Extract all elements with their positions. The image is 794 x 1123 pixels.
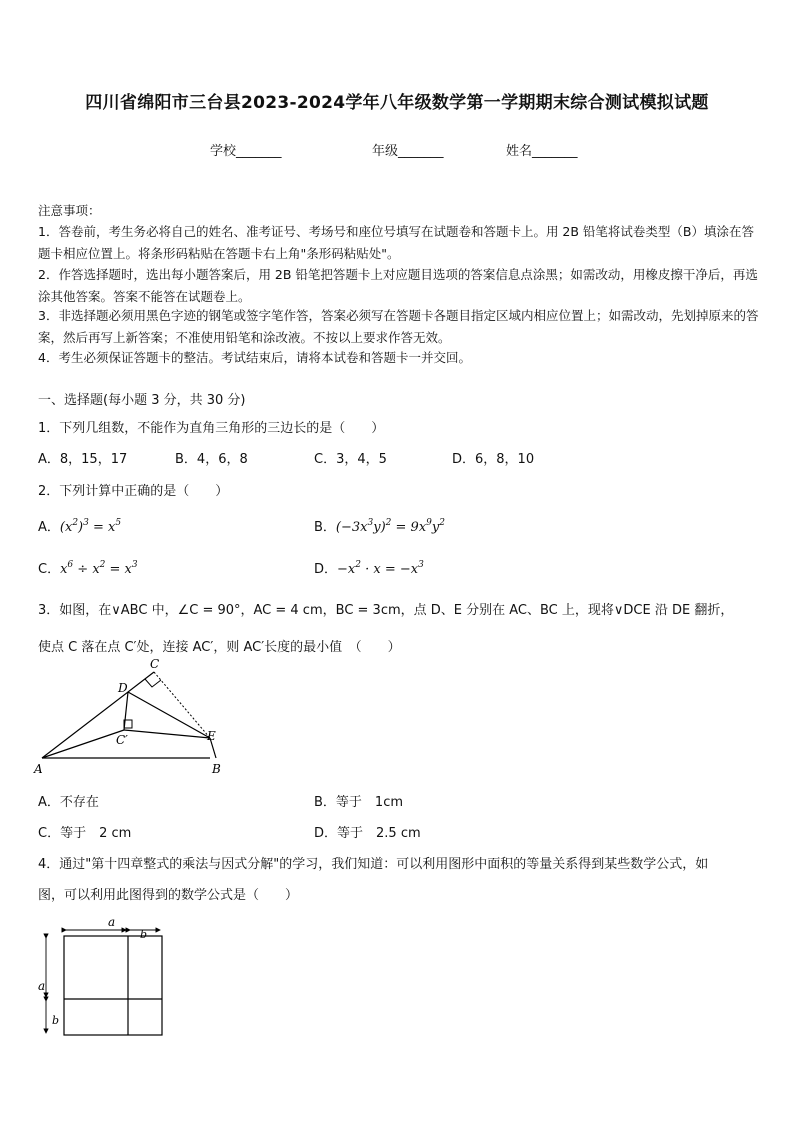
q2-option-b-label: B． — [314, 520, 336, 535]
label-b-top: b — [140, 928, 148, 941]
notice-item-3: 3．非选择题必须用黑色字迹的钢笔或签字笔作答，答案必须写在答题卡各题目指定区域内相应位置上；如需改动，先划掉原来的答案，然后再写上新答案；不准使用铅笔和涂改液。不按以上要求作答无效。 — [38, 308, 759, 345]
label-b-left: b — [52, 1014, 60, 1027]
q2-option-b-formula: $(-3x^3y)^2 = 9x^9y^2$ — [335, 518, 445, 535]
q4-square-figure — [34, 912, 174, 1042]
q4-stem-line1: 4．通过"第十四章整式的乘法与因式分解"的学习，我们知道：可以利用图形中面积的等量关系得到某些数学公式，如 — [38, 857, 709, 872]
notice-item-2: 2．作答选择题时，选出每小题答案后，用 2B 铅笔把答题卡上对应题目选项的答案信息点涂黑；如需改动，用橡皮擦干净后，再选涂其他答案。答案不能答在试题卷上。 — [38, 267, 758, 304]
q3-option-b: B．等于 1cm — [314, 795, 404, 810]
school-field: 学校_______ — [210, 144, 282, 159]
q2-option-a-label: A． — [38, 520, 60, 535]
segment-dc-prime — [124, 692, 128, 730]
point-label-c-prime: C′ — [116, 733, 128, 747]
q1-stem: 1．下列几组数，不能作为直角三角形的三边长的是（ ） — [38, 421, 385, 436]
q2-option-c — [38, 558, 138, 577]
q2-option-d — [314, 558, 424, 577]
label-a-left: a — [38, 979, 46, 993]
q2-option-d-label: D． — [314, 562, 338, 577]
segment-ac — [42, 672, 154, 758]
notice-heading: 注意事项： — [38, 203, 101, 218]
q1-option-b: B．4，6，8 — [175, 452, 248, 467]
q3-option-d: D．等于 2.5 cm — [314, 826, 421, 841]
q3-stem-line1: 3．如图，在∨ABC 中，∠C = 90°，AC = 4 cm，BC = 3cm，点 D、E 分别在 AC、BC 上，现将∨DCE 沿 DE 翻折， — [38, 603, 734, 618]
q2-option-c-formula: $x^6 \div x^2 = x^3$ — [60, 560, 138, 577]
point-label-c: C — [150, 657, 160, 671]
q1-option-c: C．3，4，5 — [314, 452, 387, 467]
page-title: 四川省绵阳市三台县2023-2024学年八年级数学第一学期期末综合测试模拟试题 — [85, 93, 709, 113]
q2-option-a-formula: $(x^2)^3 = x^5$ — [59, 518, 122, 535]
q1-option-a: A．8，15，17 — [38, 452, 128, 467]
q3-option-c: C．等于 2 cm — [38, 826, 132, 841]
q3-triangle-figure — [30, 656, 230, 782]
segment-ce-dashed — [154, 672, 210, 738]
point-label-b: B — [212, 762, 221, 776]
point-label-a: A — [34, 762, 43, 776]
notice-item-1: 1．答卷前，考生务必将自己的姓名、准考证号、考场号和座位号填写在试题卷和答题卡上。用 2B 铅笔将试卷类型（B）填涂在答题卡相应位置上。将条形码粘贴在答题卡右上角"条形码粘贴处"。 — [38, 224, 755, 261]
q3-stem-line2: 使点 C 落在点 C′处，连接 AC′，则 AC′长度的最小值 （ ） — [38, 640, 401, 655]
notice-item-4: 4．考生必须保证答题卡的整洁。考试结束后，请将本试卷和答题卡一并交回。 — [38, 350, 471, 365]
q2-option-a — [38, 516, 121, 535]
outer-square — [64, 936, 162, 1035]
segment-ac-prime — [42, 730, 124, 758]
q2-option-d-formula: $-x^2 \cdot x = -x^3$ — [337, 560, 424, 577]
q4-stem-line2: 图，可以利用此图得到的数学公式是（ ） — [38, 888, 299, 903]
section-heading: 一、选择题(每小题 3 分，共 30 分) — [38, 393, 246, 408]
right-angle-c — [145, 679, 161, 687]
point-label-d: D — [118, 681, 128, 695]
q1-option-d: D．6，8，10 — [452, 452, 535, 467]
point-label-e: E — [207, 729, 216, 743]
q2-stem: 2．下列计算中正确的是（ ） — [38, 484, 229, 499]
grade-field: 年级_______ — [372, 144, 444, 159]
label-a-top: a — [108, 915, 116, 929]
q2-option-b — [314, 516, 445, 535]
q3-option-a: A．不存在 — [38, 795, 99, 810]
q2-option-c-label: C． — [38, 562, 61, 577]
name-field: 姓名_______ — [506, 144, 578, 159]
